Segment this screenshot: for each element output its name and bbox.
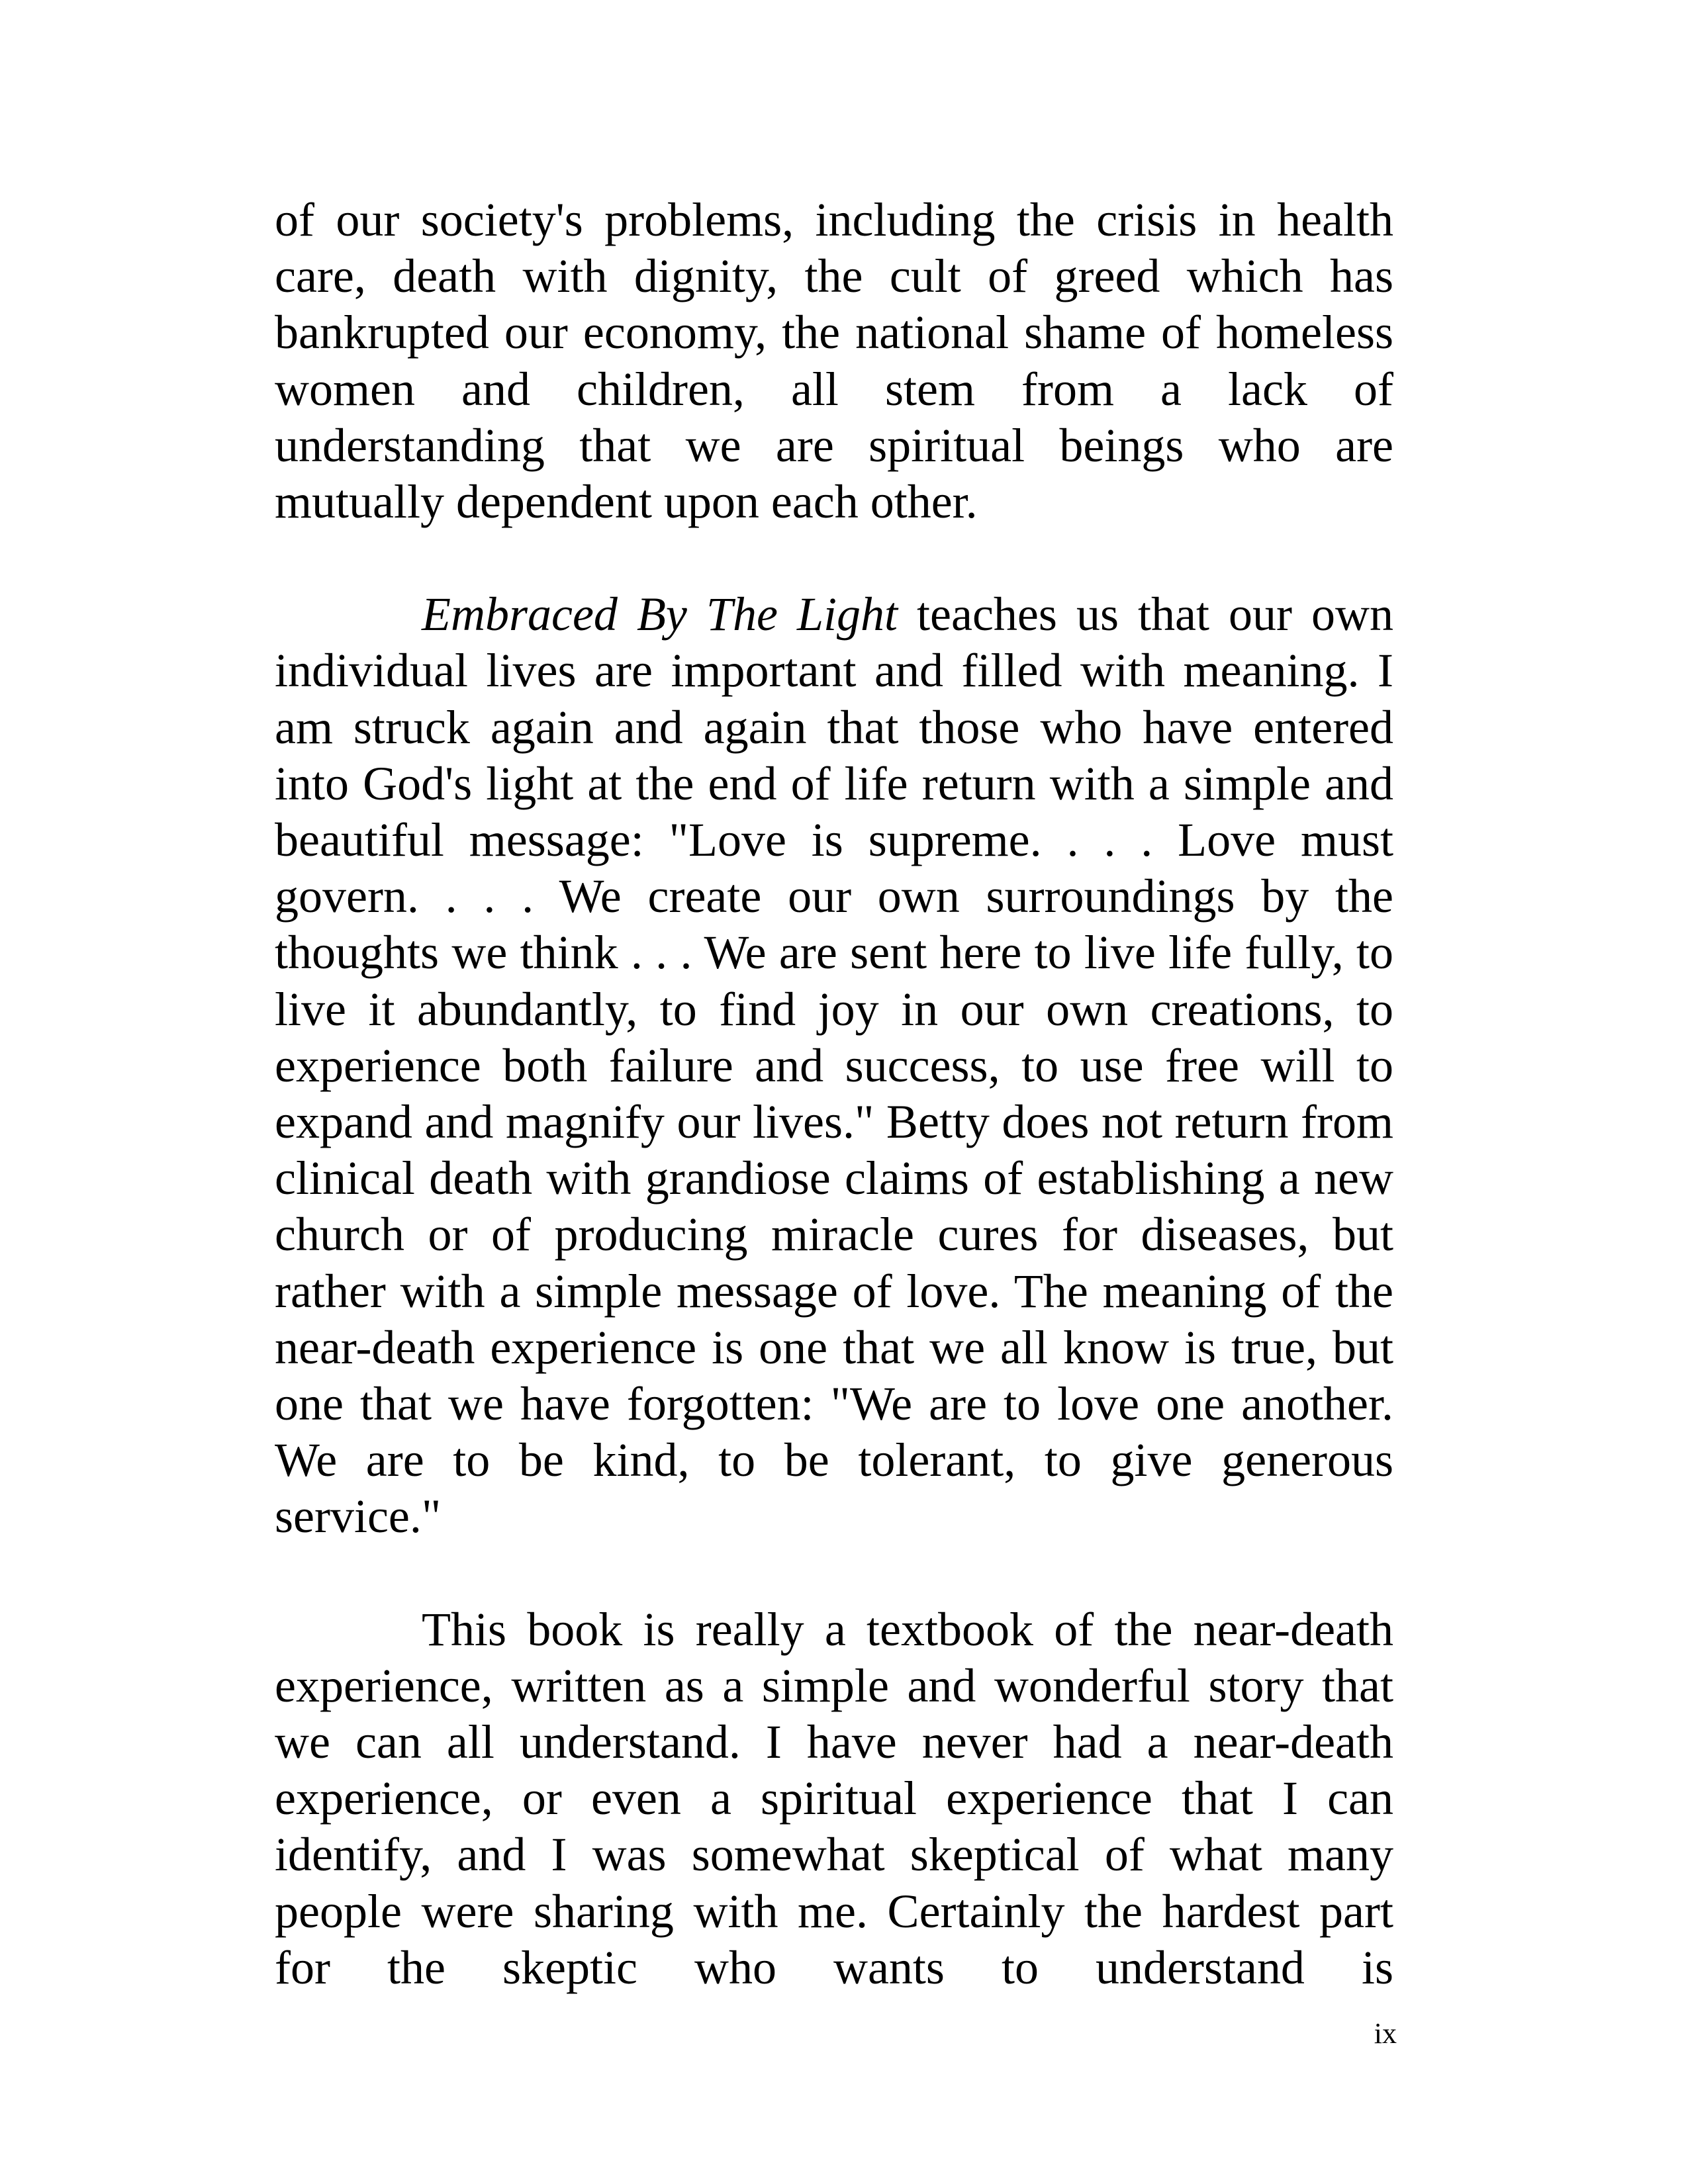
paragraph-1 xyxy=(275,192,1393,530)
paragraph-1-text: of our society's problems, including the crisis in health care, death with dignity, the cult of greed which has bankrupted our economy, the national shame of homeless women and children, all stem from a lack of understanding that we are spiritual beings who are mutually dependent upon each other. xyxy=(275,193,1393,529)
page-number: ix xyxy=(1374,2017,1397,2050)
paragraph-2 xyxy=(275,586,1393,1545)
paragraph-2-text: teaches us that our own individual lives are important and filled with meaning. I am struck again and again that those who have entered into God's light at the end of life return with a simple and beautiful message: "Love is supreme. . . . Love must govern. . . . We create our own surroundings by the thoughts we think . . . We are sent here to live life fully, to live it abundantly, to find joy in our own creations, to experience both failure and success, to use free will to expand and magnify our lives." Betty does not return from clinical death with grandiose claims of establishing a new church or of producing miracle cures for diseases, but rather with a simple message of love. The meaning of the near-death experience is one that we all know is true, but one that we have forgotten: "We are to love one another. We are to be kind, to be tolerant, to give generous service." xyxy=(275,588,1393,1543)
paragraph-3-text: This book is really a textbook of the near-death experience, written as a simple and wonderful story that we can all understand. I have never had a near-death experience, or even a spiritual experience that I can identify, and I was somewhat skeptical of what many people were sharing with me. Certainly the hardest part for the skeptic who wants to understand is xyxy=(275,1602,1393,1994)
body-text xyxy=(275,192,1393,1996)
book-title: Embraced By The Light xyxy=(422,588,898,641)
paragraph-3 xyxy=(275,1602,1393,1996)
